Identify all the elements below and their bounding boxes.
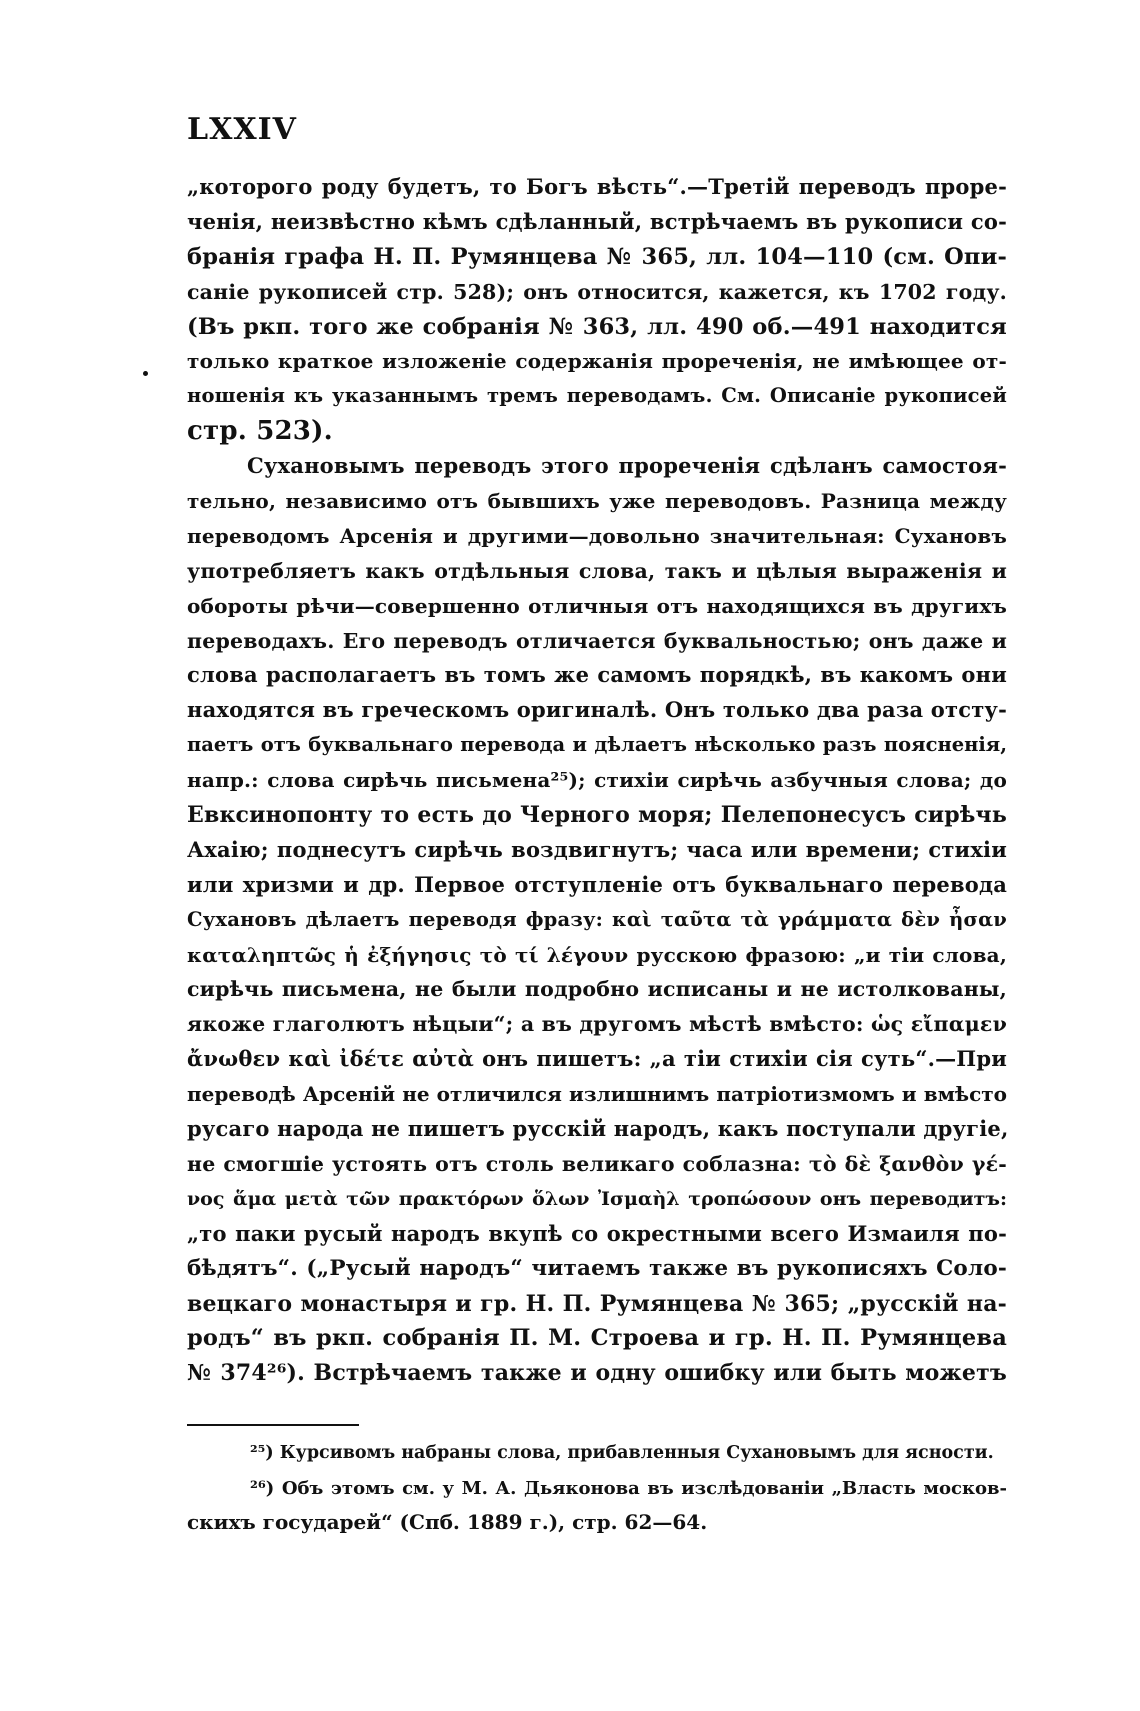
text-line: слова располагаетъ въ томъ же самомъ порядкѣ, въ какомъ они xyxy=(187,662,1007,688)
footnote-25: ²⁵) Курсивомъ набраны слова, прибавленныя Сухановымъ для ясности. xyxy=(250,1443,994,1463)
text-line: только краткое изложеніе содержанія прореченія, не имѣющее от- xyxy=(187,349,1007,374)
footnote-26-line-2: скихъ государей“ (Спб. 1889 г.), стр. 62—64. xyxy=(187,1510,708,1534)
text-line: „которого роду будетъ, то Богъ вѣсть“.—Третій переводъ проре- xyxy=(187,174,1007,199)
text-line: саніе рукописей стр. 528); онъ относится, кажется, къ 1702 году. xyxy=(187,279,1007,304)
text-line: бѣдятъ“. („Русый народъ“ читаемъ также въ рукописяхъ Соло- xyxy=(187,1255,1007,1281)
text-line: νος ἅμα μετὰ τῶν πρακτόρων ὅλων Ἰσμαὴλ τροπώσουν онъ переводитъ: xyxy=(187,1187,1007,1210)
text-line: родъ“ въ ркп. собранія П. М. Строева и гр. Н. П. Румянцева xyxy=(187,1325,1007,1352)
text-line: обороты рѣчи—совершенно отличныя отъ находящихся въ другихъ xyxy=(187,593,1007,618)
text-line: напр.: слова сирѣчь письмена²⁵); стихіи сирѣчь азбучныя слова; до xyxy=(187,768,1007,793)
text-line: тельно, независимо отъ бывшихъ уже переводовъ. Разница между xyxy=(187,489,1007,514)
text-line: ченія, неизвѣстно кѣмъ сдѣланный, встрѣчаемъ въ рукописи со- xyxy=(187,208,1007,234)
text-line: сирѣчь письмена, не были подробно исписаны и не истолкованы, xyxy=(187,977,1007,1002)
text-line: (Въ ркп. того же собранія № 363, лл. 490 об.—491 находится xyxy=(187,313,1007,340)
text-line: Ахаію; поднесутъ сирѣчь воздвигнутъ; часа или времени; стихіи xyxy=(187,836,1007,862)
text-line: паетъ отъ буквальнаго перевода и дѣлаетъ нѣсколько разъ поясненія, xyxy=(187,733,1007,757)
text-line: переводомъ Арсенія и другими—довольно значительная: Сухановъ xyxy=(187,523,1007,548)
text-line: находятся въ греческомъ оригиналѣ. Онъ только два раза отсту- xyxy=(187,697,1007,723)
text-line: не смогшіе устоять отъ столь великаго соблазна: τὸ δὲ ξανθὸν γέ- xyxy=(187,1151,1007,1176)
text-line: ἄνωθεν καὶ ἰδέτε αὐτὰ онъ пишетъ: „а тіи стихіи сія суть“.—При xyxy=(187,1046,1007,1072)
footnote-separator xyxy=(187,1424,359,1426)
page-number: LXXIV xyxy=(187,112,297,147)
text-line: бранія графа Н. П. Румянцева № 365, лл. 104—110 (см. Опи- xyxy=(187,243,1007,270)
text-line: „то паки русый народъ вкупѣ со окрестными всего Измаиля по- xyxy=(187,1220,1007,1246)
text-line: переводѣ Арсеній не отличился излишнимъ патріотизмомъ и вмѣсто xyxy=(187,1082,1007,1107)
text-line: якоже глаголютъ нѣцыи“; а въ другомъ мѣстѣ вмѣсто: ὡς εἴπαμεν xyxy=(187,1012,1007,1037)
text-line: или хризми и др. Первое отступленіе отъ буквальнаго перевода xyxy=(187,871,1007,897)
text-line: переводахъ. Его переводъ отличается буквальностью; онъ даже и xyxy=(187,628,1007,653)
text-line: русаго народа не пишетъ русскій народъ, какъ поступали другіе, xyxy=(187,1116,1009,1142)
print-speck xyxy=(143,371,148,376)
text-line: Сухановъ дѣлаетъ переводя фразу: καὶ ταῦτα τὰ γράμματα δὲν ἦσαν xyxy=(187,907,1007,931)
footnote-26-line-1: ²⁶) Объ этомъ см. у М. А. Дьяконова въ изслѣдованіи „Власть москов- xyxy=(250,1478,1007,1499)
text-line: καταληπτῶς ἡ ἐξήγησις τὸ τί λέγουν русскою фразою: „и тіи слова, xyxy=(187,942,1007,967)
text-line: употребляетъ какъ отдѣльныя слова, такъ и цѣлыя выраженія и xyxy=(187,558,1007,583)
body-text xyxy=(187,170,1007,1391)
text-line: Сухановымъ переводъ этого прореченія сдѣланъ самостоя- xyxy=(247,453,1007,479)
text-line: стр. 523). xyxy=(187,416,333,447)
text-line: ношенія къ указаннымъ тремъ переводамъ. См. Описаніе рукописей xyxy=(187,384,1007,408)
text-line: Евксинопонту то есть до Черного моря; Пелепонесусъ сирѣчь xyxy=(187,802,1007,829)
text-line: вецкаго монастыря и гр. Н. П. Румянцева № 365; „русскій на- xyxy=(187,1290,1007,1317)
text-line: № 374²⁶). Встрѣчаемъ также и одну ошибку или быть можетъ xyxy=(187,1360,1007,1387)
